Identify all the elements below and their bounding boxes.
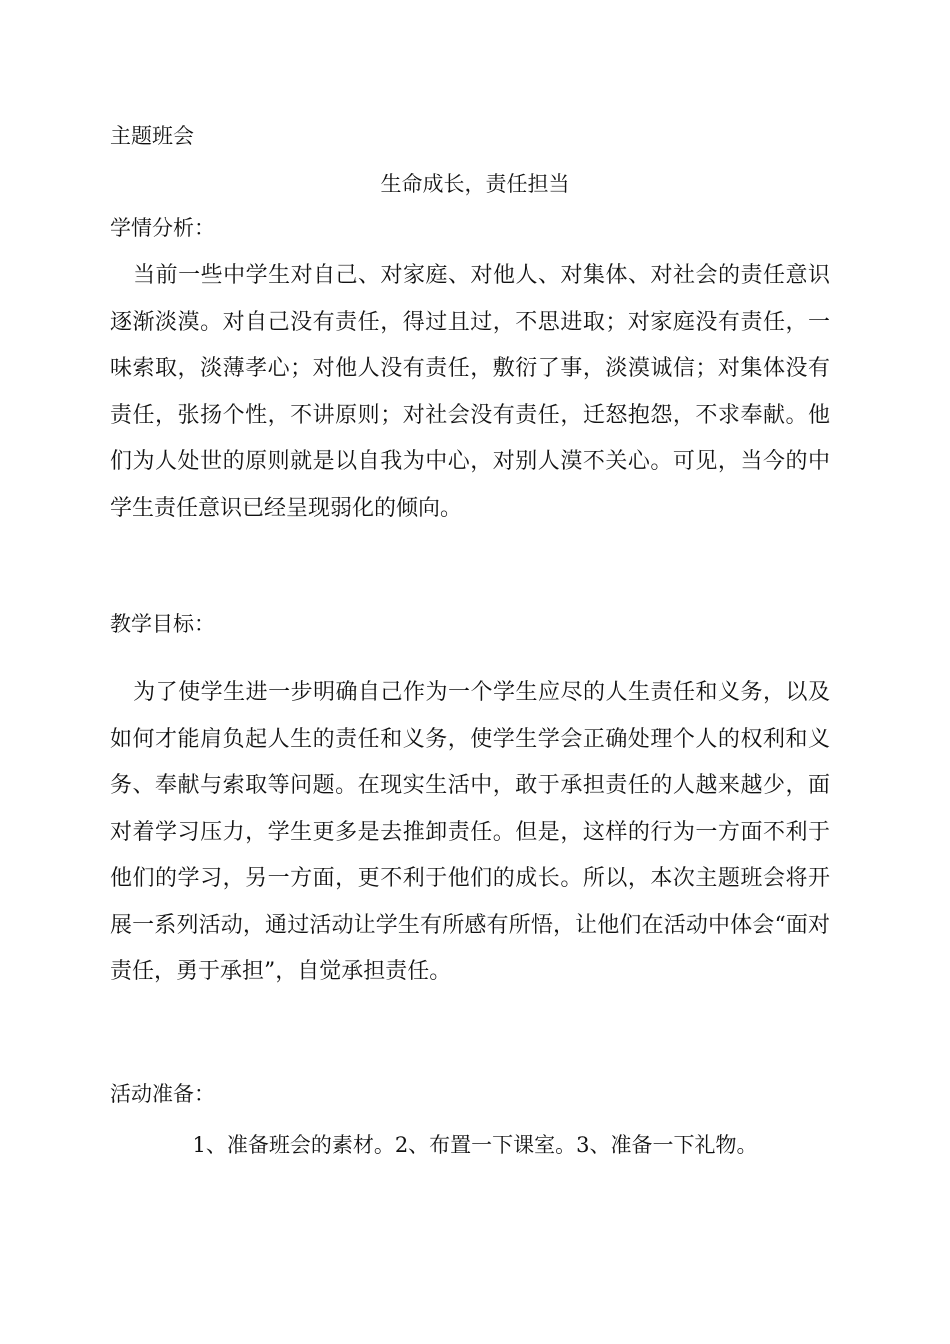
document-category: 主题班会 <box>110 124 194 148</box>
preparation-items: 1、准备班会的素材。2、布置一下课室。3、准备一下礼物。 <box>192 1133 758 1157</box>
situation-heading: 学情分析： <box>110 216 215 240</box>
preparation-heading: 活动准备： <box>110 1082 215 1106</box>
goals-paragraph: 为了使学生进一步明确自己作为一个学生应尽的人生责任和义务，以及如何才能肩负起人生的责任和义务，使学生学会正确处理个人的权利和义务、奉献与索取等问题。在现实生活中，敢于承担责任的人越来越少，面对着学习压力，学生更多是去推卸责任。但是，这样的行为一方面不利于他们的学习，另一方面，更不利于他们的成长。所以，本次主题班会将开展一系列活动，通过活动让学生有所感有所悟，让他们在活动中体会“面对责任，勇于承担”，自觉承担责任。 <box>110 680 830 984</box>
goals-heading: 教学目标： <box>110 612 215 636</box>
situation-paragraph: 当前一些中学生对自己、对家庭、对他人、对集体、对社会的责任意识逐渐淡漠。对自己没有责任，得过且过，不思进取；对家庭没有责任，一味索取，淡薄孝心；对他人没有责任，敷衍了事，淡漠诚信；对集体没有责任，张扬个性，不讲原则；对社会没有责任，迁怒抱怨，不求奉献。他们为人处世的原则就是以自我为中心，对别人漠不关心。可见，当今的中学生责任意识已经呈现弱化的倾向。 <box>110 263 830 521</box>
document-title: 生命成长，责任担当 <box>380 172 570 196</box>
